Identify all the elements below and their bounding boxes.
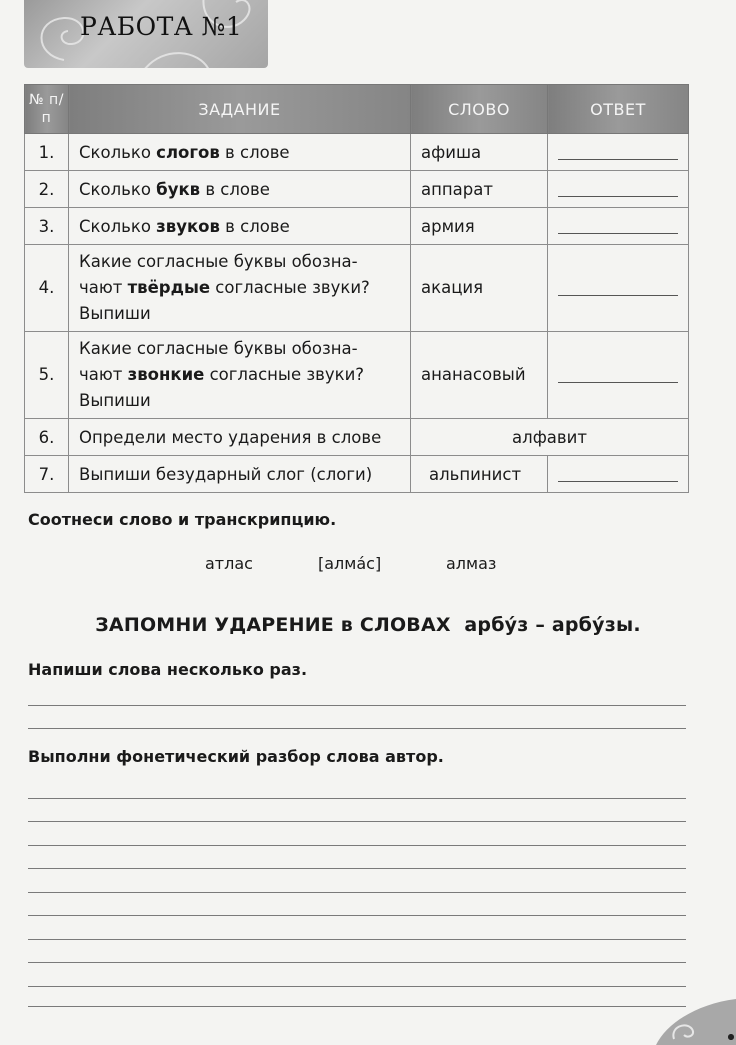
row-number: 5. (25, 332, 69, 419)
word-cell: армия (411, 208, 548, 245)
task-cell: Определи место ударения в слове (69, 419, 411, 456)
word-cell: ананасовый (411, 332, 548, 419)
transcription-heading: Соотнеси слово и транскрипцию. (28, 510, 337, 529)
table-row (25, 456, 689, 493)
writing-line[interactable] (28, 962, 686, 963)
word-cell: аппарат (411, 171, 548, 208)
row-number: 7. (25, 456, 69, 493)
writing-line[interactable] (28, 915, 686, 916)
answer-field[interactable] (548, 245, 689, 332)
answer-field[interactable] (548, 171, 689, 208)
answer-field[interactable] (548, 456, 689, 493)
option-word-2[interactable]: алмаз (446, 554, 497, 573)
column-header-num: № п/п (25, 85, 69, 134)
table-row (25, 419, 689, 456)
task-cell: Какие согласные буквы обозна- чают твёрдые согласные звуки? Выпиши (69, 245, 411, 332)
writing-line[interactable] (28, 821, 686, 822)
task-cell: Выпиши безударный слог (слоги) (69, 456, 411, 493)
transcription-text[interactable]: [алмáс] (318, 554, 382, 573)
row-number: 2. (25, 171, 69, 208)
table-row (25, 208, 689, 245)
writing-line[interactable] (28, 705, 686, 706)
writing-line[interactable] (28, 798, 686, 799)
word-cell: акация (411, 245, 548, 332)
table-row (25, 134, 689, 171)
option-word-1[interactable]: атлас (205, 554, 253, 573)
writing-line[interactable] (28, 728, 686, 729)
writing-line[interactable] (28, 939, 686, 940)
row-number: 1. (25, 134, 69, 171)
answer-field[interactable] (548, 208, 689, 245)
writing-line[interactable] (28, 845, 686, 846)
page-title: РАБОТА №1 (80, 12, 243, 41)
stress-rule-heading: ЗАПОМНИ УДАРЕНИЕ в СЛОВАХ арбу́з – арбу́зы. (95, 614, 641, 636)
word-cell: афиша (411, 134, 548, 171)
task-cell: Сколько букв в слове (69, 171, 411, 208)
table-row (25, 332, 689, 419)
corner-swirl-icon (656, 999, 736, 1045)
row-number: 4. (25, 245, 69, 332)
column-header-word: СЛОВО (411, 85, 548, 134)
writing-line[interactable] (28, 986, 686, 987)
phonetic-task-heading: Выполни фонетический разбор слова автор. (28, 747, 444, 766)
task-cell: Сколько слогов в слове (69, 134, 411, 171)
table-row (25, 245, 689, 332)
row-number: 6. (25, 419, 69, 456)
task-cell: Какие согласные буквы обозна- чают звонкие согласные звуки? Выпиши (69, 332, 411, 419)
column-header-answer: ОТВЕТ (548, 85, 689, 134)
answer-field[interactable] (548, 134, 689, 171)
word-cell[interactable]: алфавит (411, 419, 689, 456)
table-row (25, 171, 689, 208)
task-cell: Сколько звуков в слове (69, 208, 411, 245)
column-header-task: ЗАДАНИЕ (69, 85, 411, 134)
row-number: 3. (25, 208, 69, 245)
table-header-row (25, 85, 689, 134)
word-cell: альпинист (411, 456, 548, 493)
write-task-heading: Напиши слова несколько раз. (28, 660, 308, 679)
answer-field[interactable] (548, 332, 689, 419)
task-table (24, 84, 689, 493)
writing-line[interactable] (28, 892, 686, 893)
writing-line[interactable] (28, 868, 686, 869)
writing-line[interactable] (28, 1006, 686, 1007)
